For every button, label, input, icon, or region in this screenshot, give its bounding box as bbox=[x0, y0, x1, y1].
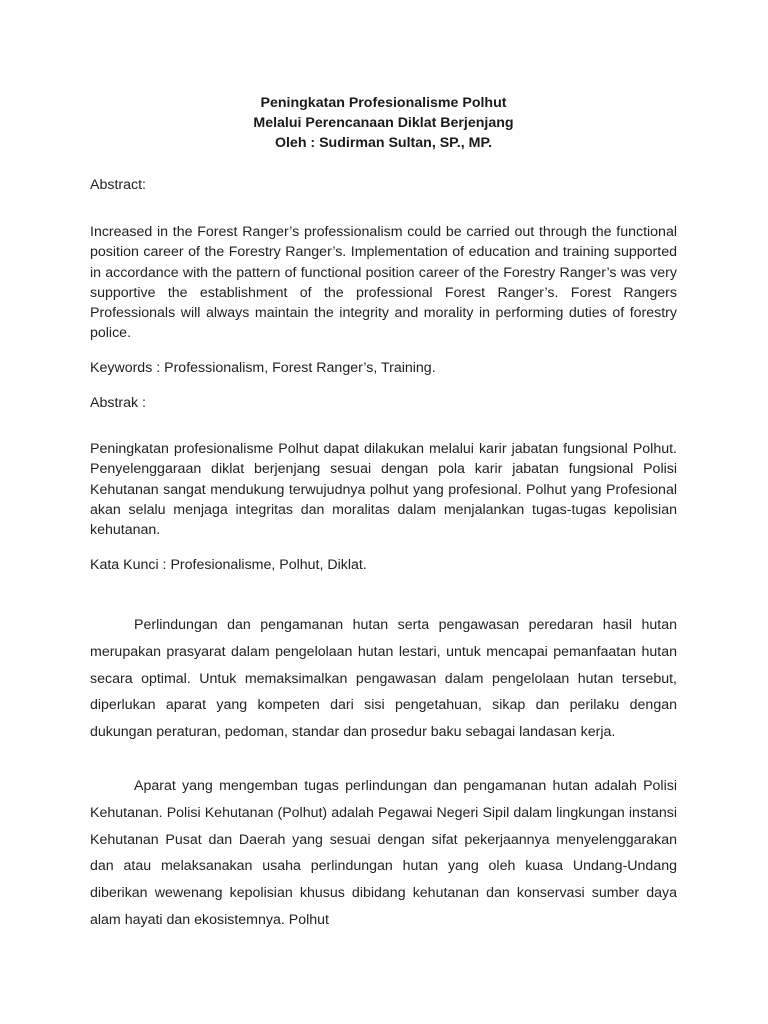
body-paragraph-2: Aparat yang mengemban tugas perlindungan dan pengamanan hutan adalah Polisi Kehutanan. Polisi Kehutanan (Polhut) adalah Pegawai Negeri Sipil dalam lingkungan instansi Kehutanan Pusat dan Daerah yang sesuai dengan sifat pekerjaannya menyelenggarakan dan atau melaksanakan usaha perlindungan hutan yang oleh kuasa Undang-Undang diberikan wewenang kepolisian khusus dibidang kehutanan dan konservasi sumber daya alam hayati dan ekosistemnya. Polhut bbox=[90, 778, 677, 928]
author-line: Oleh : Sudirman Sultan, SP., MP. bbox=[274, 135, 493, 151]
title-block bbox=[90, 93, 677, 153]
body-paragraph-1: Perlindungan dan pengamanan hutan serta pengawasan peredaran hasil hutan merupakan prasyarat dalam pengelolaan hutan lestari, untuk mencapai pemanfaatan hutan secara optimal. Untuk memaksimalkan pengawasan dalam pengelolaan hutan tersebut, diperlukan aparat yang kompeten dari sisi pengetahuan, sikap dan perilaku dengan dukungan peraturan, pedoman, standar dan prosedur baku sebagai landasan kerja. bbox=[90, 617, 677, 741]
keywords: Keywords : Professionalism, Forest Ranger’s, Training. bbox=[90, 360, 436, 376]
document-page bbox=[90, 0, 677, 1024]
abstrak-text: Peningkatan profesionalisme Polhut dapat dilakukan melalui karir jabatan fungsional Polhut. Penyelenggaraan diklat berjenjang sesuai dengan pola karir jabatan fungsional Polisi Kehutanan sangat mendukung terwujudnya polhut yang profesional. Polhut yang Profesional akan selalu menjaga integritas dan moralitas dalam menjalankan tugas-tugas kepolisian kehutanan. bbox=[90, 441, 677, 539]
kata-kunci: Kata Kunci : Profesionalisme, Polhut, Diklat. bbox=[90, 557, 367, 573]
abstrak-heading: Abstrak : bbox=[90, 395, 146, 411]
paper-subtitle: Melalui Perencanaan Diklat Berjenjang bbox=[253, 115, 514, 131]
paper-title: Peningkatan Profesionalisme Polhut bbox=[260, 95, 507, 111]
abstract-text: Increased in the Forest Ranger’s professionalism could be carried out through the functional position career of the Forestry Ranger’s. Implementation of education and training supported in accordance with the pattern of functional position career of the Forestry Ranger’s was very supportive the establishment of the professional Forest Ranger’s. Forest Rangers Professionals will always maintain the integrity and morality in performing duties of forestry police. bbox=[90, 224, 677, 342]
abstract-heading: Abstract: bbox=[90, 177, 146, 193]
